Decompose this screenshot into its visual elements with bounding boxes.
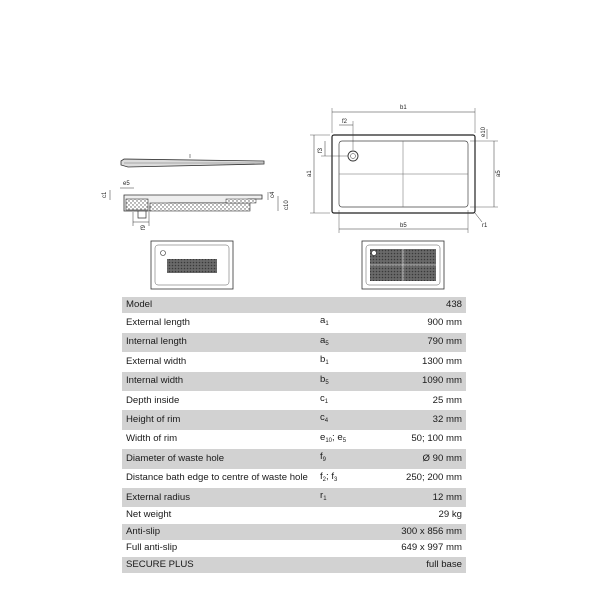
technical-drawing: [0, 0, 600, 296]
spec-symbol: [318, 557, 382, 573]
spec-value: 649 x 997 mm: [401, 542, 462, 554]
dim-label-f9: f9: [141, 224, 147, 230]
dim-label-f3: f3: [318, 147, 324, 153]
spec-row: [122, 557, 466, 573]
spec-row: [122, 391, 466, 410]
plan-view: [310, 108, 498, 233]
spec-symbol-subscript: 1: [324, 399, 329, 406]
spec-symbol-subscript: 3: [334, 476, 338, 483]
spec-value: 790 mm: [382, 333, 466, 352]
spec-symbol: [318, 297, 382, 313]
dim-label-a5: a5: [496, 170, 502, 177]
drawing-svg: [0, 0, 600, 296]
spec-value: 300 x 856 mm: [382, 524, 466, 540]
spec-value: 250; 200 mm: [406, 472, 462, 484]
spec-row: [122, 449, 466, 468]
spec-value: 29 kg: [438, 509, 462, 521]
spec-row: [122, 352, 466, 371]
spec-label: Net weight: [126, 509, 172, 521]
spec-value: full base: [382, 557, 466, 573]
spec-label: External radius: [122, 488, 318, 507]
spec-symbol-subscript: 2: [322, 476, 327, 483]
spec-value: 32 mm: [382, 410, 466, 429]
spec-row: [122, 524, 466, 540]
spec-symbol: [318, 540, 382, 556]
spec-symbol: $f_2$; $f_3$: [320, 470, 338, 483]
spec-label: External length: [126, 316, 190, 328]
spec-symbol-subscript: 1: [323, 496, 327, 503]
dim-label-c1: c1: [102, 191, 108, 198]
spec-label: Diameter of waste hole: [122, 449, 318, 468]
dim-label-r1: r1: [482, 223, 488, 229]
spec-symbol-subscript: 5: [325, 340, 329, 347]
spec-symbol-subscript: 10: [325, 437, 333, 444]
spec-value: 12 mm: [382, 488, 466, 507]
spec-symbol: $c_4$: [318, 410, 382, 429]
dim-label-f2: f2: [342, 119, 348, 125]
cross-section-view: [110, 188, 278, 226]
dim-label-e5: e5: [123, 181, 130, 187]
spec-value: 1300 mm: [422, 355, 462, 367]
spec-symbol-subscript: 1: [325, 360, 329, 367]
spec-label: Anti-slip: [122, 524, 318, 540]
dim-label-c10: c10: [284, 200, 290, 210]
anti-slip-thumbnail: [151, 241, 233, 289]
spec-label: Internal width: [122, 372, 318, 391]
spec-label: External width: [126, 355, 187, 367]
spec-label: Depth inside: [126, 394, 180, 406]
spec-row: [122, 410, 466, 429]
spec-row: [122, 430, 466, 449]
spec-row: [122, 469, 466, 488]
spec-symbol: $a_5$: [318, 333, 382, 352]
spec-symbol: $r_1$: [318, 488, 382, 507]
spec-value: Ø 90 mm: [382, 449, 466, 468]
spec-symbol: $b_1$: [320, 354, 329, 367]
spec-label: Distance bath edge to centre of waste hole: [126, 472, 308, 484]
spec-symbol-subscript: 1: [325, 321, 329, 328]
spec-symbol: $b_5$: [318, 372, 382, 391]
spec-value: 438: [382, 297, 466, 313]
spec-value: 1090 mm: [382, 372, 466, 391]
spec-label: Model: [122, 297, 318, 313]
specification-table: [122, 297, 466, 573]
dim-label-b1: b1: [400, 105, 407, 111]
spec-row: [122, 488, 466, 507]
spec-value: 50; 100 mm: [411, 433, 462, 445]
spec-row: [122, 507, 466, 523]
spec-symbol: $e_{10}$; $e_5$: [320, 431, 347, 444]
spec-symbol: $f_9$: [318, 449, 382, 468]
spec-label: Width of rim: [126, 433, 178, 445]
spec-symbol-subscript: 5: [342, 437, 347, 444]
spec-label: Internal length: [122, 333, 318, 352]
spec-symbol-subscript: 5: [325, 379, 329, 386]
spec-value: 900 mm: [427, 316, 462, 328]
side-profile-view: [121, 154, 264, 167]
spec-symbol: [318, 524, 382, 540]
dim-label-b5: b5: [400, 223, 407, 229]
spec-row: [122, 297, 466, 313]
spec-label: SECURE PLUS: [122, 557, 318, 573]
spec-label: Height of rim: [122, 410, 318, 429]
dim-label-e10: e10: [481, 126, 487, 137]
spec-value: 25 mm: [432, 394, 462, 406]
spec-row: [122, 313, 466, 332]
spec-row: [122, 372, 466, 391]
spec-symbol: $c_1$: [320, 393, 329, 406]
dim-label-a1: a1: [307, 170, 313, 177]
spec-symbol: [318, 507, 382, 523]
spec-label: Full anti-slip: [126, 542, 178, 554]
full-anti-slip-thumbnail: [362, 241, 444, 289]
dim-label-c4: c4: [270, 191, 276, 198]
spec-symbol: $a_1$: [320, 315, 329, 328]
spec-symbol-subscript: 9: [322, 457, 327, 464]
specification-table-body: [122, 297, 466, 573]
spec-row: [122, 540, 466, 556]
spec-symbol-subscript: 4: [324, 418, 329, 425]
spec-row: [122, 333, 466, 352]
